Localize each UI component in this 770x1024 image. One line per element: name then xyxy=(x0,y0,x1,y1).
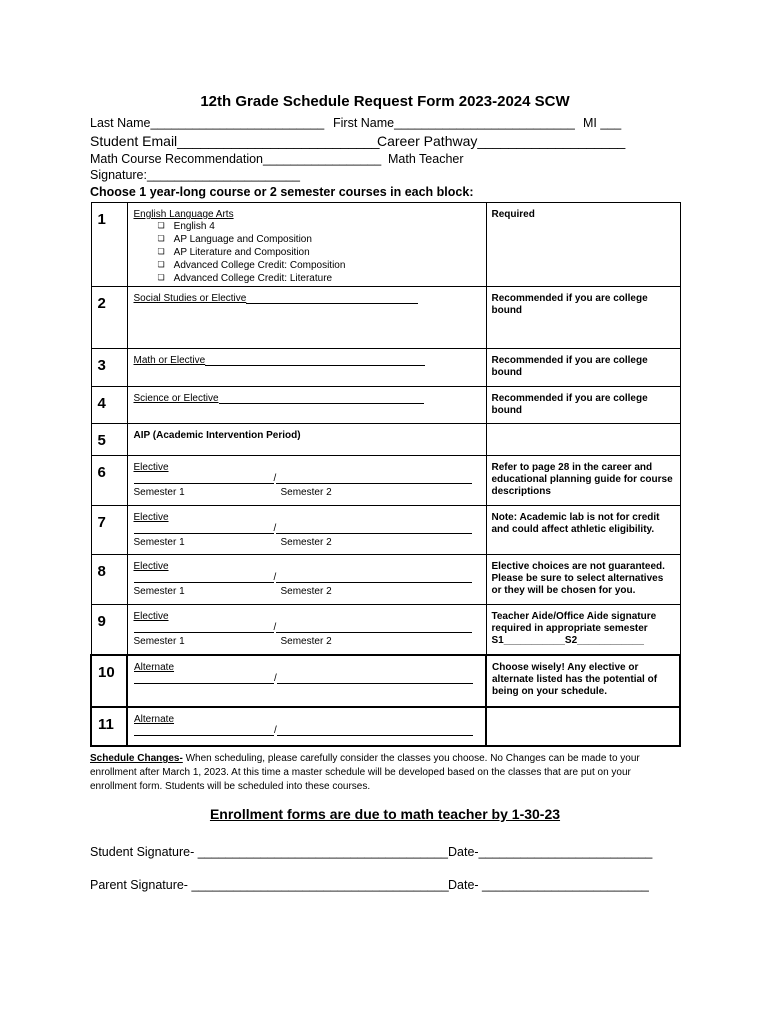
entry-line[interactable] xyxy=(246,293,418,304)
block-label: Elective xyxy=(133,561,169,572)
entry-line[interactable] xyxy=(219,393,424,404)
course-blocks-table xyxy=(90,202,681,747)
schedule-changes-notice xyxy=(90,752,660,794)
block-number: 9 xyxy=(91,605,127,655)
block-number: 10 xyxy=(91,655,127,707)
block-note xyxy=(486,424,680,456)
first-name-field[interactable]: First Name__________________________ xyxy=(333,116,575,130)
semester1-line[interactable] xyxy=(134,473,274,484)
block-course-cell[interactable]: Elective / Semester 1 Semester 2 xyxy=(127,605,486,655)
block-number: 1 xyxy=(91,203,127,287)
block-note: Note: Academic lab is not for credit and could affect athletic eligibility. xyxy=(486,506,680,555)
student-signature-field[interactable]: Student Signature- ____________________________________ xyxy=(90,845,448,859)
alternate-line-1[interactable] xyxy=(134,673,274,684)
instruction-text: Choose 1 year-long course or 2 semester courses in each block: xyxy=(90,185,474,199)
block-row xyxy=(91,655,680,707)
option-checkbox[interactable]: ❏ Advanced College Credit: Composition xyxy=(158,259,486,272)
semester1-label: Semester 1 xyxy=(133,586,185,597)
block-label: Elective xyxy=(133,611,169,622)
math-teacher-label: Math Teacher xyxy=(388,152,464,166)
parent-signature-field[interactable]: Parent Signature- _____________________________________ xyxy=(90,878,449,892)
block-label: Alternate xyxy=(134,713,175,725)
block-row xyxy=(91,555,680,605)
block-label: English Language Arts xyxy=(133,209,234,220)
mi-field[interactable]: MI ___ xyxy=(583,116,622,130)
schedule-changes-text: When scheduling, please carefully consider the classes you choose. No Changes can be made to your enrollment after March 1, 2023. At this time a master schedule will be developed based on the classes that are put on your enrollment form. Students will be scheduled into these courses. xyxy=(90,753,640,792)
student-date-field[interactable]: Date-_________________________ xyxy=(448,845,653,859)
option-checkbox[interactable]: ❏ AP Language and Composition xyxy=(158,233,486,246)
block-note: Elective choices are not guaranteed. Please be sure to select alternatives or they will be chosen for you. xyxy=(486,555,680,605)
block-label: Elective xyxy=(133,512,169,523)
block-row xyxy=(91,456,680,506)
block-number: 4 xyxy=(91,387,127,424)
parent-date-field[interactable]: Date- ________________________ xyxy=(448,878,649,892)
alternate-line-2[interactable] xyxy=(277,673,473,684)
block-note: Recommended if you are college bound xyxy=(486,387,680,424)
due-date-notice: Enrollment forms are due to math teacher by 1-30-23 xyxy=(209,806,561,822)
semester1-line[interactable] xyxy=(134,523,274,534)
block-note xyxy=(486,707,680,746)
block-label: AIP (Academic Intervention Period) xyxy=(127,424,486,456)
block-label: Science or Elective xyxy=(133,393,219,404)
entry-line[interactable] xyxy=(205,355,425,366)
block-number: 2 xyxy=(91,287,127,349)
block-row xyxy=(91,203,680,287)
option-checkbox[interactable]: ❏ AP Literature and Composition xyxy=(158,246,486,259)
last-name-field[interactable]: Last Name_________________________ xyxy=(90,116,325,130)
semester1-label: Semester 1 xyxy=(133,636,185,647)
block-label: Math or Elective xyxy=(133,355,206,366)
semester2-line[interactable] xyxy=(276,523,472,534)
semester1-label: Semester 1 xyxy=(133,537,185,548)
aide-signature-field[interactable]: S1___________S2____________ xyxy=(491,635,644,646)
alternate-line-1[interactable] xyxy=(134,725,274,736)
option-checkbox[interactable]: ❏ Advanced College Credit: Literature xyxy=(158,272,486,285)
block-course-cell[interactable]: Alternate / xyxy=(127,655,486,707)
block-label: Social Studies or Elective xyxy=(133,293,247,304)
block-course-cell[interactable]: Alternate / xyxy=(127,707,486,746)
block-number: 6 xyxy=(91,456,127,506)
block-note: Refer to page 28 in the career and educational planning guide for course descriptions xyxy=(486,456,680,506)
block-course-cell[interactable]: Elective / Semester 1 Semester 2 xyxy=(127,456,486,506)
block-row xyxy=(91,506,680,555)
schedule-changes-heading: Schedule Changes- xyxy=(90,753,183,764)
block-row xyxy=(91,287,680,349)
block-course-cell[interactable] xyxy=(127,387,486,424)
block-row xyxy=(91,707,680,746)
block-number: 8 xyxy=(91,555,127,605)
block-course-cell[interactable] xyxy=(127,349,486,387)
alternate-line-2[interactable] xyxy=(277,725,473,736)
block-note-cell xyxy=(486,605,680,655)
block-note: Choose wisely! Any elective or alternate listed has the potential of being on your schedule. xyxy=(486,655,680,707)
block-row xyxy=(91,387,680,424)
semester2-line[interactable] xyxy=(276,572,472,583)
block-note: Recommended if you are college bound xyxy=(486,349,680,387)
career-pathway-field[interactable]: Career Pathway___________________ xyxy=(377,133,626,149)
semester2-label: Semester 2 xyxy=(280,537,332,548)
block-label: Alternate xyxy=(134,661,175,673)
semester1-line[interactable] xyxy=(134,622,274,633)
block-course-cell[interactable] xyxy=(127,287,486,349)
semester2-line[interactable] xyxy=(276,622,472,633)
block-note: Teacher Aide/Office Aide signature required in appropriate semester xyxy=(491,611,657,634)
student-email-field[interactable]: Student Email__________________________ xyxy=(90,133,380,149)
semester2-label: Semester 2 xyxy=(280,586,332,597)
block-number: 5 xyxy=(91,424,127,456)
block-note: Recommended if you are college bound xyxy=(486,287,680,349)
block-number: 7 xyxy=(91,506,127,555)
block-note: Required xyxy=(486,203,680,287)
block-row xyxy=(91,424,680,456)
block-course-cell[interactable]: Elective / Semester 1 Semester 2 xyxy=(127,555,486,605)
ela-options-list xyxy=(134,220,486,285)
semester2-label: Semester 2 xyxy=(280,636,332,647)
semester2-line[interactable] xyxy=(276,473,472,484)
block-course-cell[interactable]: Elective / Semester 1 Semester 2 xyxy=(127,506,486,555)
form-title: 12th Grade Schedule Request Form 2023-2024 SCW xyxy=(200,93,570,110)
option-checkbox[interactable]: ❏ English 4 xyxy=(158,220,486,233)
semester1-line[interactable] xyxy=(134,572,274,583)
signature-field[interactable]: Signature:______________________ xyxy=(90,168,300,182)
block-row xyxy=(91,605,680,655)
semester1-label: Semester 1 xyxy=(133,487,185,498)
block-label: Elective xyxy=(133,462,169,473)
math-course-field[interactable]: Math Course Recommendation_________________ xyxy=(90,152,382,166)
block-row xyxy=(91,349,680,387)
block-number: 3 xyxy=(91,349,127,387)
semester2-label: Semester 2 xyxy=(280,487,332,498)
block-number: 11 xyxy=(91,707,127,746)
block-course-cell xyxy=(127,203,486,287)
